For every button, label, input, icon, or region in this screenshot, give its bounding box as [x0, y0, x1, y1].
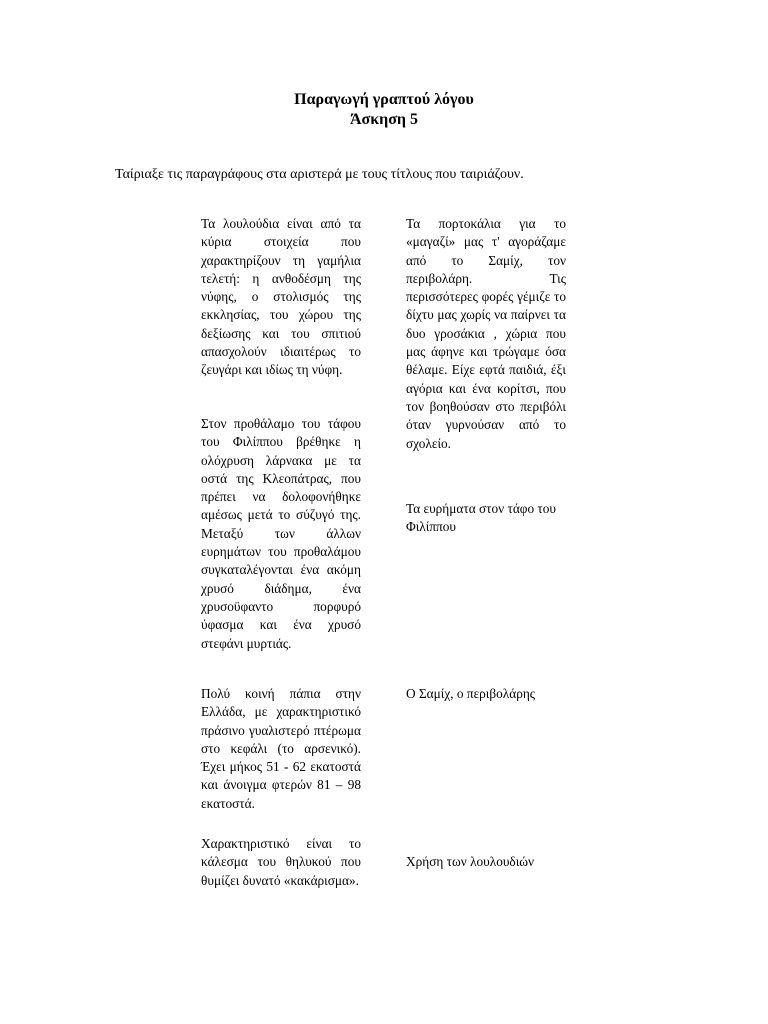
right-title-flowers-use: Χρήση των λουλουδιών: [406, 854, 535, 869]
left-paragraph-flowers: Τα λουλούδια είναι από τα κύρια στοιχεία που χαρακτηρίζουν τη γαμήλια τελετή: η ανθοδέσμη της νύφης, ο στολισμός της εκκλησίας, του χώρου της δεξίωσης και του σπιτιού απασχολούν ιδιαιτέρως το ζευγάρι και ιδίως τη νύφη.: [201, 216, 361, 378]
page-title: Παραγωγή γραπτού λόγου: [294, 91, 474, 108]
right-title-tomb-findings: Τα ευρήματα στον τάφο του Φιλίππου: [406, 501, 557, 535]
instruction-text: Ταίριαξε τις παραγράφους στα αριστερά με τους τίτλους που ταιριάζουν.: [115, 167, 524, 182]
exercise-subtitle: Άσκηση 5: [349, 111, 418, 128]
right-title-samih: Ο Σαμίχ, ο περιβολάρης: [406, 686, 536, 701]
left-paragraph-duck-call: Χαρακτηριστικό είναι το κάλεσμα του θηλυκού που θυμίζει δυνατό «κακάρισμα».: [201, 836, 361, 888]
left-paragraph-tomb: Στον προθάλαμο του τάφου του Φιλίππου βρέθηκε η ολόχρυση λάρνακα με τα οστά της Κλεοπάτρας, που πρέπει να δολοφονήθηκε αμέσως μετά το σύζυγό της. Μεταξύ των άλλων ευρημάτων του προθαλάμου συγκαταλέγονται ένα ακόμη χρυσό διάδημα, ένα χρυσοϋφαντο πορφυρό ύφασμα και ένα χρυσό στεφάνι μυρτιάς.: [201, 416, 361, 651]
left-paragraph-duck: Πολύ κοινή πάπια στην Ελλάδα, με χαρακτηριστικό πράσινο γυαλιστερό πτέρωμα στο κεφάλι (το αρσενικό). Έχει μήκος 51 - 62 εκατοστά και άνοιγμα φτερών 81 – 98 εκατοστά.: [201, 686, 361, 811]
right-paragraph-oranges: Τα πορτοκάλια για το «μαγαζί» μας τ' αγοράζαμε από το Σαμίχ, τον περιβολάρη. Τις περισσότερες φορές γέμιζε το δίχτυ μας χωρίς να παίρνει τα δυο γροσάκια , χώρια που μας άφηνε και τρώγαμε όσα θέλαμε. Είχε εφτά παιδιά, έξι αγόρια και ένα κορίτσι, που τον βοηθούσαν στο περιβόλι όταν γυρνούσαν από το σχολείο.: [406, 216, 566, 451]
